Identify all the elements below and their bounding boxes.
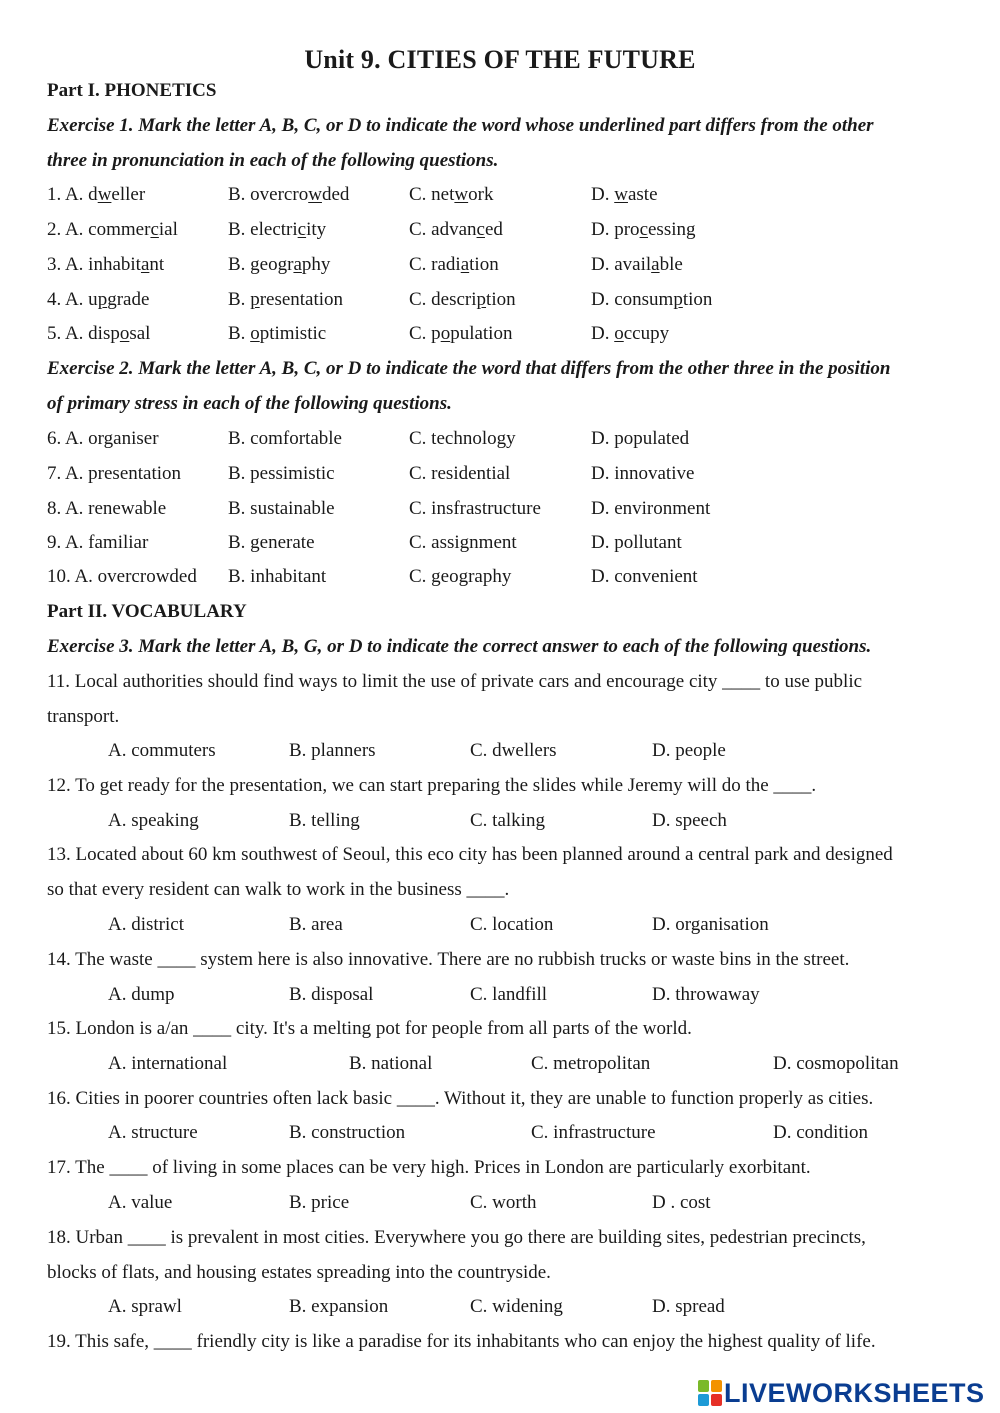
- option-c[interactable]: C. talking: [470, 810, 545, 831]
- option-a[interactable]: A. sprawl: [108, 1296, 182, 1317]
- option-c[interactable]: C. network: [409, 184, 494, 205]
- underlined-letter: o: [250, 323, 260, 344]
- option-b[interactable]: B. optimistic: [228, 323, 327, 344]
- option-a[interactable]: A. commuters: [108, 740, 216, 761]
- option-b[interactable]: B. presentation: [228, 289, 344, 310]
- underlined-letter: o: [614, 323, 624, 344]
- underlined-letter: o: [119, 323, 130, 344]
- option-b[interactable]: B. planners: [289, 740, 376, 761]
- option-c[interactable]: C. description: [409, 289, 516, 310]
- option-c[interactable]: C. assignment: [409, 532, 517, 553]
- underlined-letter: c: [150, 219, 159, 240]
- option-b[interactable]: B. comfortable: [228, 428, 342, 449]
- underlined-letter: o: [440, 323, 451, 344]
- option-a[interactable]: A. structure: [108, 1122, 198, 1143]
- question-16-text: 16. Cities in poorer countries often lack basic ____. Without it, they are unable to function properly as cities.: [47, 1088, 874, 1109]
- option-d[interactable]: D. condition: [773, 1122, 868, 1143]
- option-b[interactable]: B. telling: [289, 810, 360, 831]
- option-c[interactable]: C. population: [409, 323, 513, 344]
- option-a[interactable]: 1. A. dweller: [47, 184, 146, 205]
- question-14-text: 14. The waste ____ system here is also innovative. There are no rubbish trucks or waste bins in the street.: [47, 949, 850, 970]
- option-d[interactable]: D. speech: [652, 810, 727, 831]
- option-d[interactable]: D. environment: [591, 498, 711, 519]
- option-a[interactable]: A. value: [108, 1192, 173, 1213]
- option-d[interactable]: D. throwaway: [652, 984, 760, 1005]
- option-b[interactable]: B. inhabitant: [228, 566, 327, 587]
- option-c[interactable]: C. residential: [409, 463, 511, 484]
- question-12-text: 12. To get ready for the presentation, we can start preparing the slides while Jeremy will do the ____.: [47, 775, 817, 796]
- question-11-text-cont: transport.: [47, 706, 120, 727]
- option-d[interactable]: D. convenient: [591, 566, 698, 587]
- underlined-letter: a: [651, 254, 660, 275]
- underlined-letter: p: [97, 289, 108, 310]
- exercise-3-instruction: Exercise 3. Mark the letter A, B, G, or D to indicate the correct answer to each of the following questions.: [47, 636, 872, 657]
- question-15-text: 15. London is a/an ____ city. It's a melting pot for people from all parts of the world.: [47, 1018, 692, 1039]
- underlined-letter: w: [454, 184, 469, 205]
- exercise-1-instruction-line-1: Exercise 1. Mark the letter A, B, C, or D to indicate the word whose underlined part differs from the other: [47, 115, 874, 136]
- option-b[interactable]: B. price: [289, 1192, 350, 1213]
- option-c[interactable]: C. widening: [470, 1296, 563, 1317]
- question-19-text: 19. This safe, ____ friendly city is like a paradise for its inhabitants who can enjoy the highest quality of life.: [47, 1331, 876, 1352]
- option-b[interactable]: B. overcrowded: [228, 184, 350, 205]
- option-c[interactable]: C. advanced: [409, 219, 503, 240]
- option-c[interactable]: C. technology: [409, 428, 516, 449]
- option-a[interactable]: 5. A. disposal: [47, 323, 151, 344]
- part-1-heading: Part I. PHONETICS: [47, 80, 217, 101]
- option-d[interactable]: D. processing: [591, 219, 696, 240]
- option-a[interactable]: 7. A. presentation: [47, 463, 182, 484]
- underlined-letter: c: [297, 219, 307, 240]
- option-d[interactable]: D. organisation: [652, 914, 769, 935]
- option-c[interactable]: C. dwellers: [470, 740, 557, 761]
- exercise-2-instruction-line-2: of primary stress in each of the following questions.: [47, 393, 452, 414]
- option-d[interactable]: D. available: [591, 254, 683, 275]
- logo-text: LIVEWORKSHEETS: [724, 1377, 985, 1408]
- logo-tile-sky: [698, 1394, 709, 1406]
- option-d[interactable]: D. spread: [652, 1296, 725, 1317]
- underlined-letter: w: [614, 184, 628, 205]
- option-a[interactable]: 6. A. organiser: [47, 428, 159, 449]
- option-d[interactable]: D. populated: [591, 428, 690, 449]
- underlined-letter: a: [293, 254, 302, 275]
- exercise-1-instruction-line-2: three in pronunciation in each of the following questions.: [47, 150, 499, 171]
- liveworksheets-icon: [698, 1380, 722, 1406]
- option-c[interactable]: C. location: [470, 914, 554, 935]
- option-b[interactable]: B. generate: [228, 532, 315, 553]
- option-d[interactable]: D. cosmopolitan: [773, 1053, 899, 1074]
- option-a[interactable]: 3. A. inhabitant: [47, 254, 165, 275]
- option-c[interactable]: C. geography: [409, 566, 512, 587]
- logo-tile-red: [711, 1394, 722, 1406]
- underlined-letter: c: [476, 219, 485, 240]
- option-a[interactable]: A. dump: [108, 984, 175, 1005]
- option-a[interactable]: A. district: [108, 914, 184, 935]
- option-b[interactable]: B. pessimistic: [228, 463, 335, 484]
- option-d[interactable]: D . cost: [652, 1192, 711, 1213]
- option-a[interactable]: 2. A. commercial: [47, 219, 178, 240]
- question-11-text: 11. Local authorities should find ways to limit the use of private cars and encourage city ____ to use public: [47, 671, 863, 692]
- option-b[interactable]: B. construction: [289, 1122, 406, 1143]
- underlined-letter: w: [308, 184, 322, 205]
- option-a[interactable]: 9. A. familiar: [47, 532, 149, 553]
- underlined-letter: p: [673, 289, 683, 310]
- logo-tile-orange: [711, 1380, 722, 1392]
- option-b[interactable]: B. national: [349, 1053, 433, 1074]
- option-d[interactable]: D. innovative: [591, 463, 695, 484]
- liveworksheets-logo[interactable]: [698, 1378, 985, 1408]
- option-d[interactable]: D. consumption: [591, 289, 713, 310]
- underlined-letter: p: [476, 289, 487, 310]
- option-b[interactable]: B. expansion: [289, 1296, 389, 1317]
- option-c[interactable]: C. landfill: [470, 984, 548, 1005]
- option-a[interactable]: 8. A. renewable: [47, 498, 167, 519]
- underlined-letter: a: [460, 254, 470, 275]
- question-17-text: 17. The ____ of living in some places can be very high. Prices in London are particularly exorbitant.: [47, 1157, 811, 1178]
- question-13-text-cont: so that every resident can walk to work in the business ____.: [47, 879, 510, 900]
- question-13-text: 13. Located about 60 km southwest of Seoul, this eco city has been planned around a central park and designed: [47, 844, 893, 865]
- page-title: Unit 9. CITIES OF THE FUTURE: [304, 45, 696, 74]
- option-d[interactable]: D. occupy: [591, 323, 670, 344]
- option-c[interactable]: C. infrastructure: [531, 1122, 656, 1143]
- option-a[interactable]: A. international: [108, 1053, 228, 1074]
- question-18-text: 18. Urban ____ is prevalent in most cities. Everywhere you go there are building sites, pedestrian precincts,: [47, 1227, 866, 1248]
- option-b[interactable]: B. geography: [228, 254, 331, 275]
- underlined-letter: w: [97, 184, 112, 205]
- part-2-heading: Part II. VOCABULARY: [47, 601, 247, 622]
- underlined-letter: p: [250, 289, 260, 310]
- option-c[interactable]: C. worth: [470, 1192, 537, 1213]
- option-b[interactable]: B. sustainable: [228, 498, 335, 519]
- option-a[interactable]: A. speaking: [108, 810, 199, 831]
- option-b[interactable]: B. disposal: [289, 984, 374, 1005]
- underlined-letter: a: [140, 254, 150, 275]
- logo-tile-green: [698, 1380, 709, 1392]
- question-18-text-cont: blocks of flats, and housing estates spreading into the countryside.: [47, 1262, 551, 1283]
- option-b[interactable]: B. area: [289, 914, 343, 935]
- option-d[interactable]: D. waste: [591, 184, 658, 205]
- option-c[interactable]: C. radiation: [409, 254, 499, 275]
- exercise-2-instruction-line-1: Exercise 2. Mark the letter A, B, C, or D to indicate the word that differs from the other three in the position: [47, 358, 891, 379]
- option-c[interactable]: C. metropolitan: [531, 1053, 651, 1074]
- option-a[interactable]: 10. A. overcrowded: [47, 566, 197, 587]
- option-d[interactable]: D. pollutant: [591, 532, 682, 553]
- underlined-letter: c: [639, 219, 648, 240]
- option-a[interactable]: 4. A. upgrade: [47, 289, 150, 310]
- option-d[interactable]: D. people: [652, 740, 726, 761]
- option-c[interactable]: C. insfrastructure: [409, 498, 541, 519]
- option-b[interactable]: B. electricity: [228, 219, 327, 240]
